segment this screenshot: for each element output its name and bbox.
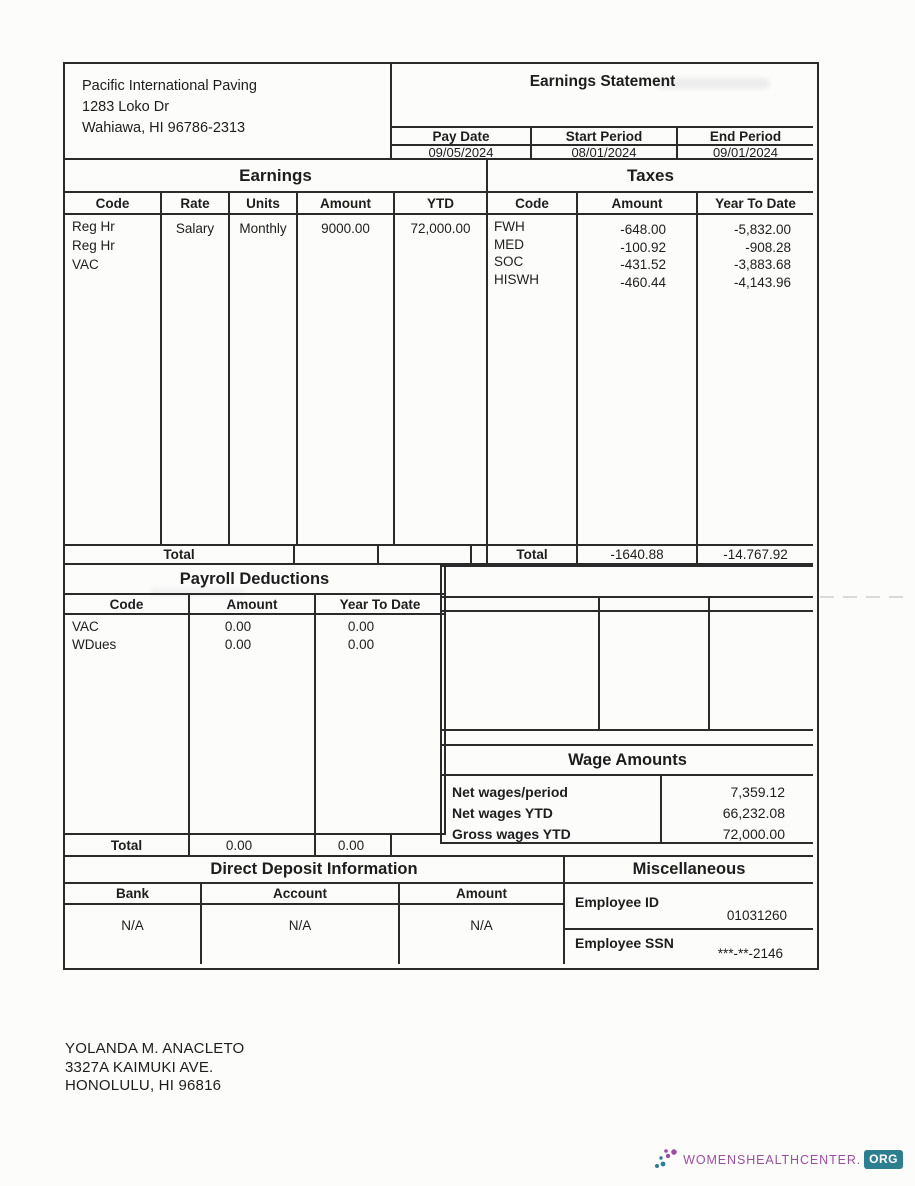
earnings-header-amount: Amount [298, 193, 395, 215]
pd-total-label: Total [65, 835, 190, 855]
pd-amount: 0.00 [224, 619, 252, 634]
wage-value: 66,232.08 [722, 805, 785, 821]
pd-header-code: Code [65, 595, 190, 615]
end-period-header: End Period [678, 126, 813, 144]
right-empty-header-cell [600, 598, 710, 612]
pd-total-amount: 0.00 [190, 835, 316, 855]
right-empty-strip [440, 731, 813, 746]
start-period-header: Start Period [532, 126, 678, 144]
earnings-section-title: Earnings [65, 160, 488, 193]
wage-value: 7,359.12 [730, 784, 785, 800]
start-period-value: 08/01/2024 [532, 144, 678, 160]
employee-id-label: Employee ID [575, 894, 660, 910]
taxes-header-code: Code [488, 193, 578, 215]
dd-header-amount: Amount [400, 884, 565, 905]
employee-id-row [565, 884, 813, 930]
earnings-code-column [65, 215, 162, 546]
earnings-total-empty-cell [379, 546, 472, 565]
earnings-header-units: Units [230, 193, 298, 215]
earnings-header-rate: Rate [162, 193, 230, 215]
pd-header-amount: Amount [190, 595, 316, 615]
earnings-units: Monthly [239, 221, 287, 236]
dd-account-value: N/A [202, 905, 400, 964]
wage-value: 72,000.00 [722, 826, 785, 842]
pd-code-column [65, 615, 190, 835]
company-info-block [65, 64, 392, 160]
tax-code: SOC [494, 254, 524, 269]
company-address-line2: Wahiawa, HI 96786-2313 [82, 120, 246, 136]
wage-label: Gross wages YTD [452, 826, 571, 842]
recipient-address-line2: HONOLULU, HI 96816 [65, 1077, 222, 1094]
pd-code: WDues [72, 637, 117, 652]
tax-amount: -100.92 [620, 239, 666, 255]
taxes-total-amount: -1640.88 [578, 546, 698, 565]
dd-header-account: Account [202, 884, 400, 905]
taxes-code-column [488, 215, 578, 546]
taxes-amount-column [578, 215, 698, 546]
right-empty-body-cell [440, 612, 600, 731]
employee-ssn-value: ***-**-2146 [717, 946, 783, 961]
earnings-amount: 9000.00 [321, 221, 370, 236]
earnings-amount-column [298, 215, 395, 546]
recipient-name: YOLANDA M. ANACLETO [65, 1040, 245, 1057]
pd-code: VAC [72, 619, 99, 634]
pd-ytd: 0.00 [347, 637, 375, 652]
payroll-deductions-title: Payroll Deductions [65, 565, 446, 595]
branding-tld-badge: ORG [864, 1150, 903, 1169]
tax-ytd: -5,832.00 [733, 222, 791, 237]
tax-code: MED [494, 236, 524, 252]
right-empty-banner-cell [440, 565, 813, 598]
wage-amounts-title: Wage Amounts [440, 746, 813, 776]
wage-label: Net wages YTD [452, 805, 553, 821]
taxes-header-ytd: Year To Date [698, 193, 813, 215]
tax-amount: -431.52 [620, 257, 666, 272]
tax-ytd: -3,883.68 [733, 257, 791, 272]
tax-amount: -460.44 [620, 274, 666, 290]
pd-ytd: 0.00 [347, 619, 375, 634]
pay-date-value: 09/05/2024 [392, 144, 532, 160]
taxes-header-amount: Amount [578, 193, 698, 215]
dd-header-bank: Bank [65, 884, 202, 905]
earnings-statement-document [63, 62, 819, 970]
taxes-ytd-column [698, 215, 813, 546]
earnings-header-ytd: YTD [395, 193, 488, 215]
wage-label: Net wages/period [452, 784, 568, 800]
earnings-ytd: 72,000.00 [410, 221, 471, 236]
taxes-total-ytd: -14.767.92 [698, 546, 813, 565]
earnings-total-label: Total [65, 546, 295, 565]
taxes-section-title: Taxes [488, 160, 813, 193]
recipient-address-block [65, 1040, 244, 1096]
earnings-rate-column [162, 215, 230, 546]
right-empty-header-cell [440, 598, 600, 612]
pay-date-header: Pay Date [392, 126, 532, 144]
earnings-header-code: Code [65, 193, 162, 215]
recipient-address-line1: 3327A KAIMUKI AVE. [65, 1058, 214, 1076]
tax-ytd: -908.28 [745, 239, 791, 255]
branding-watermark [653, 1148, 903, 1171]
earnings-ytd-column [395, 215, 488, 546]
statement-title: Earnings Statement [529, 73, 676, 90]
tax-amount: -648.00 [620, 222, 666, 237]
pd-total-ytd: 0.00 [316, 835, 392, 855]
miscellaneous-title: Miscellaneous [565, 855, 813, 884]
earnings-code: Reg Hr [72, 238, 115, 253]
earnings-total-empty-cell [295, 546, 379, 565]
end-period-value: 09/01/2024 [678, 144, 813, 160]
dots-swoosh-icon [653, 1148, 680, 1171]
pd-amount: 0.00 [224, 637, 252, 652]
right-empty-body-cell [710, 612, 813, 731]
company-address-line1: 1283 Loko Dr [82, 99, 170, 115]
wage-values-cell [662, 776, 813, 844]
tax-code: HISWH [494, 271, 539, 287]
direct-deposit-title: Direct Deposit Information [65, 855, 565, 884]
branding-site-text: WOMENSHEALTHCENTER. [683, 1152, 862, 1167]
tax-code: FWH [494, 219, 525, 234]
tax-ytd: -4,143.96 [733, 274, 791, 290]
employee-id-value: 01031260 [726, 908, 787, 923]
pd-ytd-column [316, 615, 446, 835]
earnings-units-column [230, 215, 298, 546]
earnings-rate: Salary [175, 221, 215, 236]
wage-labels-cell [440, 776, 662, 844]
dd-bank-value: N/A [65, 905, 202, 964]
taxes-total-label: Total [488, 546, 578, 565]
dd-amount-value: N/A [400, 905, 565, 964]
employee-ssn-label: Employee SSN [575, 935, 674, 951]
employee-ssn-row [565, 930, 813, 964]
earnings-code: Reg Hr [72, 219, 115, 234]
scan-artifact-line [820, 596, 912, 598]
earnings-total-empty-cell [472, 546, 488, 565]
company-name: Pacific International Paving [82, 78, 257, 94]
pd-header-ytd: Year To Date [316, 595, 446, 615]
pd-amount-column [190, 615, 316, 835]
earnings-code: VAC [72, 257, 99, 272]
right-empty-header-cell [710, 598, 813, 612]
right-empty-body-cell [600, 612, 710, 731]
